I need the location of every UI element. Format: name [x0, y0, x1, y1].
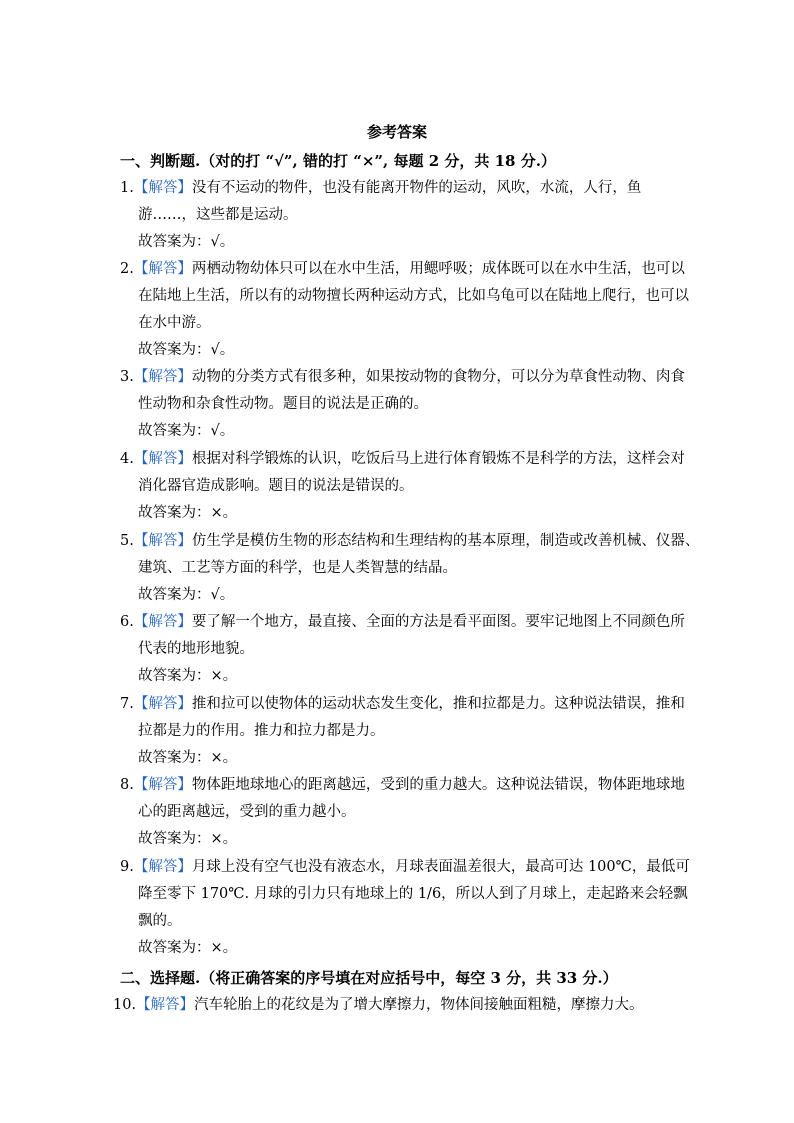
explanation-line: 心的距离越远，受到的重力越小。: [138, 804, 356, 820]
section-heading-multiple-choice: 二、选择题.（将正确答案的序号填在对应括号中，每空 3 分，共 33 分.）: [120, 969, 618, 987]
question-number: 10.: [113, 997, 137, 1013]
answer-tag: 【解答】: [133, 777, 192, 793]
explanation-line: 在水中游。: [138, 315, 211, 331]
answer-line: 故答案为：×。: [138, 940, 238, 956]
answer-tag: 【解答】: [133, 614, 192, 630]
question-4: [120, 446, 685, 527]
answer-tag: 【解答】: [133, 533, 192, 549]
question-number: 2.: [120, 261, 134, 277]
explanation-line: 动物的分类方式有很多种，如果按动物的食物分，可以分为草食性动物、肉食: [191, 369, 685, 385]
question-10: [113, 992, 673, 1019]
answer-line: 故答案为：×。: [138, 505, 238, 521]
explanation-line: 物体距地球地心的距离越远，受到的重力越大。这种说法错误，物体距地球地: [191, 777, 685, 793]
explanation-line: 建筑、工艺等方面的科学，也是人类智慧的结晶。: [138, 560, 457, 576]
answer-line: 故答案为：√。: [138, 234, 235, 250]
explanation-line: 游……，这些都是运动。: [138, 207, 298, 223]
answer-tag: 【解答】: [133, 180, 192, 196]
answer-line: 故答案为：×。: [138, 668, 238, 684]
answer-line: 故答案为：√。: [138, 342, 235, 358]
question-number: 1.: [120, 180, 134, 196]
question-number: 3.: [120, 369, 134, 385]
question-number: 6.: [120, 614, 134, 630]
explanation-line: 根据对科学锻炼的认识，吃饭后马上进行体育锻炼不是科学的方法，这样会对: [191, 451, 685, 467]
question-number: 5.: [120, 533, 134, 549]
explanation-line: 性动物和杂食性动物。题目的说法是正确的。: [138, 396, 428, 412]
answer-tag: 【解答】: [133, 261, 192, 277]
explanation-line: 在陆地上生活，所以有的动物擅长两种运动方式，比如乌龟可以在陆地上爬行，也可以: [138, 288, 689, 304]
question-number: 8.: [120, 777, 134, 793]
explanation-line: 月球上没有空气也没有液态水，月球表面温差很大，最高可达 100℃，最低可: [191, 859, 690, 875]
question-number: 4.: [120, 451, 134, 467]
explanation-line: 降至零下 170℃. 月球的引力只有地球上的 1/6，所以人到了月球上，走起路来会轻飘: [138, 886, 688, 902]
question-9: [120, 854, 690, 962]
page-title: 参考答案: [366, 123, 427, 141]
answer-tag: 【解答】: [133, 696, 192, 712]
answer-line: 故答案为：√。: [138, 587, 235, 603]
answer-tag: 【解答】: [133, 451, 192, 467]
explanation-line: 飘的。: [138, 913, 182, 929]
question-number: 7.: [120, 696, 134, 712]
question-7: [120, 691, 685, 772]
explanation-line: 推和拉可以使物体的运动状态发生变化，推和拉都是力。这种说法错误，推和: [191, 696, 685, 712]
explanation-line: 汽车轮胎上的花纹是为了增大摩擦力，物体间接触面粗糙，摩擦力大。: [194, 997, 644, 1013]
question-number: 9.: [120, 859, 134, 875]
question-1: [120, 175, 680, 256]
explanation-line: 仿生学是模仿生物的形态结构和生理结构的基本原理，制造或改善机械、仪器、: [191, 533, 700, 549]
explanation-line: 两栖动物幼体只可以在水中生活，用鳃呼吸；成体既可以在水中生活，也可以: [191, 261, 685, 277]
explanation-line: 消化器官造成影响。题目的说法是错误的。: [138, 478, 414, 494]
question-3: [120, 364, 685, 445]
question-8: [120, 772, 685, 853]
answer-line: 故答案为：×。: [138, 750, 238, 766]
section-heading-true-false: 一、判断题.（对的打 “√”, 错的打 “×”, 每题 2 分，共 18 分.）: [120, 152, 556, 170]
explanation-line: 没有不运动的物件，也没有能离开物件的运动，风吹，水流，人行，鱼: [191, 180, 642, 196]
answer-tag: 【解答】: [133, 369, 192, 385]
explanation-line: 拉都是力的作用。推力和拉力都是力。: [138, 723, 385, 739]
answer-tag: 【解答】: [136, 997, 195, 1013]
answer-line: 故答案为：√。: [138, 423, 235, 439]
question-2: [120, 256, 689, 364]
answer-tag: 【解答】: [133, 859, 192, 875]
explanation-line: 要了解一个地方，最直接、全面的方法是看平面图。要牢记地图上不同颜色所: [191, 614, 685, 630]
question-5: [120, 528, 700, 609]
explanation-line: 代表的地形地貌。: [138, 641, 254, 657]
answer-line: 故答案为：×。: [138, 831, 238, 847]
question-6: [120, 609, 685, 690]
